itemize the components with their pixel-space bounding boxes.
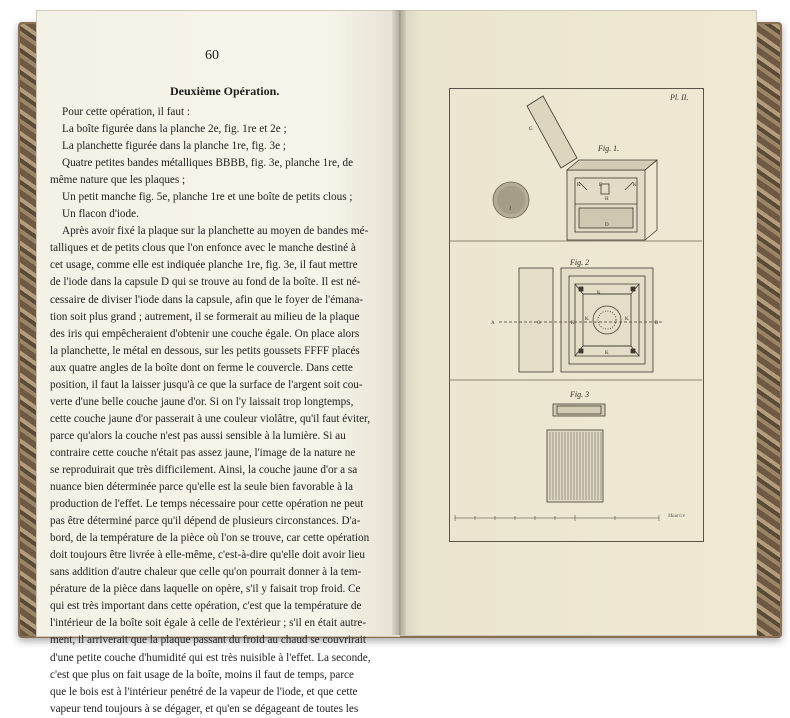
svg-text:K: K xyxy=(605,351,609,356)
text-line: bord, de la température de la pièce où l'on se trouve, car cette opération xyxy=(50,532,370,545)
text-line: Après avoir fixé la plaque sur la planchette au moyen de bandes mé- xyxy=(62,225,369,238)
text-line: de l'iode dans la capsule D qui se trouve au fond de la boîte. Il est né- xyxy=(50,276,361,289)
fig3-comb xyxy=(547,404,605,502)
fig1-label: Fig. 1. xyxy=(598,144,620,153)
svg-text:K: K xyxy=(571,321,575,326)
text-line: verte d'une belle couche jaune d'or. Si on l'y laissait trop longtemps, xyxy=(50,395,354,408)
body-text xyxy=(50,104,371,718)
text-line: que le bois est à l'intérieur penétré de la vapeur de l'iode, et que cette xyxy=(50,685,358,698)
text-line: cessaire de diviser l'iode dans la capsule, afin que le foyer de l'émana- xyxy=(50,293,364,306)
text-line: c'est que plus on fait usage de la boîte, moins il faut de temps, parce xyxy=(50,668,354,681)
text-line: production de l'effet. Le temps nécessaire pour cette opération ne peut xyxy=(50,498,364,511)
svg-text:D: D xyxy=(605,223,609,228)
text-line: La boîte figurée dans la planche 2e, fig. 1re et 2e ; xyxy=(62,123,287,136)
text-line: Un petit manche fig. 5e, planche 1re et une boîte de petits clous ; xyxy=(62,191,353,204)
section-title: Deuxième Opération. xyxy=(170,84,280,98)
fig3-label: Fig. 3 xyxy=(570,390,590,399)
page-number: 60 xyxy=(205,48,219,63)
svg-text:B: B xyxy=(655,321,659,326)
fig2-label: Fig. 2 xyxy=(570,258,590,267)
text-line: pas être déterminé parce qu'il dépend de plusieurs circonstances. D'a- xyxy=(50,515,361,528)
text-line: talliques et de petits clous que l'on enfonce avec le manche destiné à xyxy=(50,242,356,255)
text-line: des iris qui empêcheraient d'obtenir une couche égale. On place alors xyxy=(50,327,360,340)
maker-signature: Maurice xyxy=(668,514,685,519)
svg-text:K: K xyxy=(585,317,589,322)
text-line: Un flacon d'iode. xyxy=(62,208,139,221)
text-line: qui est très important dans cette opération, c'est que la température de xyxy=(50,600,362,613)
engraving-plate xyxy=(449,88,702,540)
svg-text:A: A xyxy=(491,321,495,326)
text-line: doit toujours être livrée à elle-même, c'est-à-dire qu'elle doit avoir lieu xyxy=(50,549,365,562)
fig2-top-view xyxy=(499,268,664,372)
text-line: aux quatre angles de la boîte dont on ferme le couvercle. Dans cette xyxy=(50,361,353,374)
svg-text:K: K xyxy=(577,183,581,188)
text-line: tion soit plus grand ; autrement, il se formerait au milieu de la plaque xyxy=(50,310,360,323)
text-line: Quatre petites bandes métalliques BBBB, fig. 3e, planche 1re, de xyxy=(62,157,354,170)
text-line: sans addition d'autre chaleur que celle qu'on pourrait donner à la tem- xyxy=(50,566,362,579)
text-line: contraire cette couche n'était pas assez jaune, l'image de la nature ne xyxy=(50,446,356,459)
svg-text:J: J xyxy=(509,207,511,212)
svg-text:K: K xyxy=(597,291,601,296)
svg-text:K: K xyxy=(633,183,637,188)
text-line: cet usage, comme elle est indiquée planche 1re, fig. 3e, il faut mettre xyxy=(50,259,358,272)
text-line: même nature que les plaques ; xyxy=(50,174,186,187)
text-line: La planchette figurée dans la planche 1re, fig. 3e ; xyxy=(62,140,286,153)
text-line: Pour cette opération, il faut : xyxy=(62,106,190,118)
svg-text:H: H xyxy=(605,197,609,202)
text-line: l'intérieur de la boîte soit égale à celle de l'extérieur ; s'il en était autre- xyxy=(50,617,367,630)
text-line: parce qu'alors la couche n'est pas aussi sensible à la lumière. Si au xyxy=(50,429,346,442)
book-gutter xyxy=(392,10,406,635)
svg-text:G: G xyxy=(529,127,533,132)
text-line: d'une petite couche d'humidité qui est très nuisible à l'effet. La seconde, xyxy=(50,651,371,664)
text-line: la planchette, le métal en dessous, sur les petits goussets FFFF placés xyxy=(50,344,360,357)
text-line: ment, il arriverait que la plaque passant du froid au chaud se couvrirait xyxy=(50,634,366,647)
svg-text:K: K xyxy=(625,317,629,322)
svg-text:E: E xyxy=(599,183,603,188)
text-line: pérature de la pièce dans laquelle on opère, s'il y faisait trop froid. Ce xyxy=(50,583,361,596)
svg-text:G: G xyxy=(537,321,541,326)
plate-label: Pl. II. xyxy=(670,93,689,102)
fig1-open-box xyxy=(527,96,657,240)
text-line: cette couche jaune d'or passerait à une couleur violâtre, qu'il faut éviter, xyxy=(50,412,371,425)
text-line: nuance bien déterminée parce qu'elle est la seule bien favorable à la xyxy=(50,481,353,494)
text-line: se reproduirait que très difficilement. Ainsi, la couche jaune d'or a sa xyxy=(50,463,358,476)
text-line: position, il faut la laisser jusqu'à ce que la surface de l'argent soit cou- xyxy=(50,378,363,391)
text-line: vapeur tend toujours à se dégager, et qu'en se dégageant de toutes les xyxy=(50,702,359,715)
